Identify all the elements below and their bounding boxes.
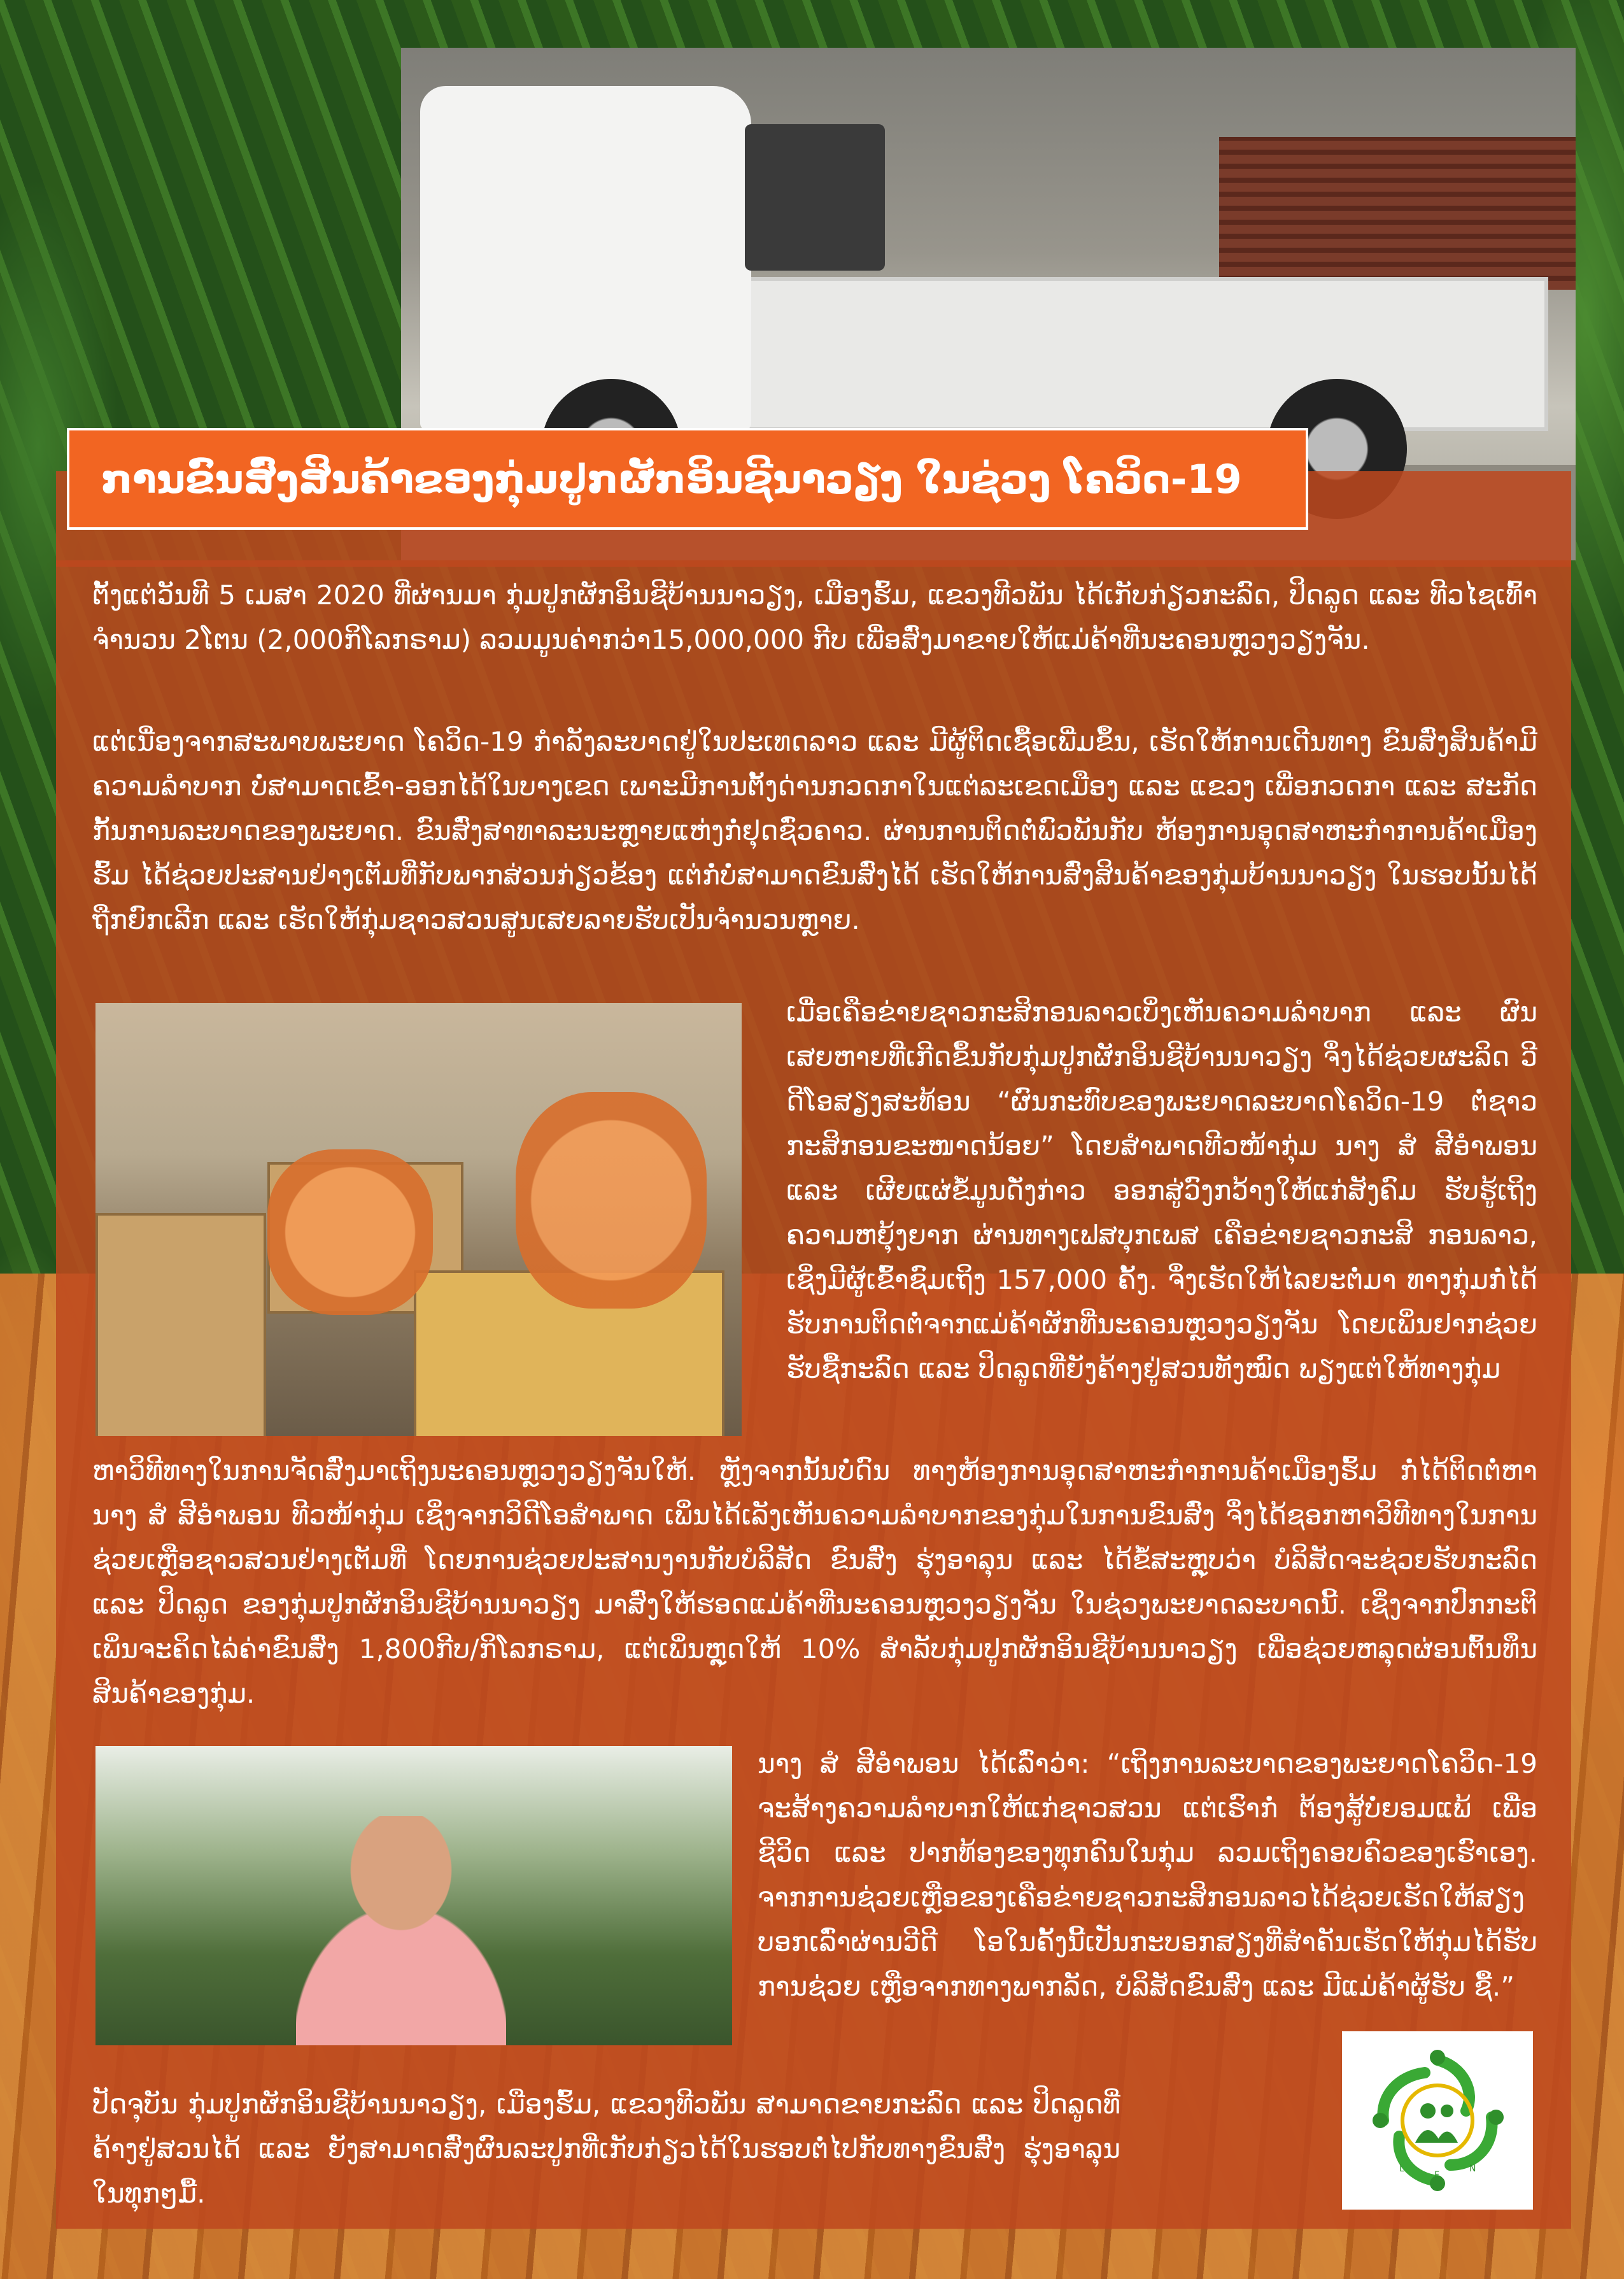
svg-text:N: N [1469,2164,1476,2174]
page-title: ການຂົນສົ່ງສິນຄ້າຂອງກຸ່ມປູກຜັກອິນຊີນາວຽງ ໃນຊ່ວງ ໂຄວິດ-19 [101,455,1242,502]
lfn-logo [1342,2031,1533,2210]
carrot-bag [516,1092,707,1309]
paragraph-intro: ຕັ້ງແຕ່ວັນທີ 5 ເມສາ 2020 ທີ່ຜ່ານມາ ກຸ່ມປູກຜັກອິນຊີບ້ານນາວຽງ, ເມືອງຮົ້ມ, ແຂວງທີວພັນ ໄດ້ເກັບກ່ຽວກະລົດ, ປິດລູດ ແລະ ທີວໄຊເທົ້າ ຈຳນວນ 2ໂຕນ (2,000ກິໂລກຣາມ) ລວມມູນຄ່າກວ່າ15,000,000 ກີບ ເພື່ອສົ່ງມາຂາຍໃຫ້ແມ່ຄ້າທີ່ນະຄອນຫຼວງວຽງຈັນ. [92,579,1537,655]
photo-carrot-bags [95,1003,742,1436]
person [296,1816,506,2045]
paragraph-covid-impact: ແຕ່ເນື່ອງຈາກສະພາບພະຍາດ ໂຄວິດ-19 ກຳລັງລະບາດຢູ່ໃນປະເທດລາວ ແລະ ມີຜູ້ຕິດເຊື້ອເພີ່ມຂຶ້ນ, ເຮັດໃຫ້ການເດີນທາງ ຂົນສົ່ງສິນຄ້າມີຄວາມລຳບາກ ບໍ່ສາມາດເຂົ້າ-ອອກໄດ້ໃນບາງເຂດ ເພາະມີການຕັ້ງດ່ານກວດກາໃນແຕ່ລະເຂດເມືອງ ແລະ ແຂວງ ເພື່ອກວດກາ ແລະ ສະກັດກັ້ນການລະບາດຂອງພະຍາດ. ຂົນສົ່ງສາທາລະນະຫຼາຍແຫ່ງກໍ່ຢຸດຊົ່ວຄາວ. ຜ່ານການຕິດຕໍ່ພົວພັນກັບ ຫ້ອງການອຸດສາຫະກຳການຄ້າເມືອງຮົ້ມ ໄດ້ຊ່ວຍປະສານຢ່າງເຕັມທີ່ກັບພາກສ່ວນກ່ຽວຂ້ອງ ແຕ່ກໍ່ບໍ່ສາມາດຂົນສົ່ງໄດ້ ເຮັດໃຫ້ການສົ່ງສິນຄ້າຂອງກຸ່ມບ້ານນາວຽງ ໃນຮອບນັ້ນໄດ້ຖືກຍົກເລີກ ແລະ ເຮັດໃຫ້ກຸ່ມຊາວສວນສູນເສຍລາຍຮັບເປັນຈຳນວນຫຼາຍ. [92,726,1537,935]
title-banner [67,428,1308,530]
cardboard-box [95,1213,266,1436]
building-roof [1219,137,1576,290]
photo-group-leader [95,1746,732,2045]
svg-text:F: F [1434,2170,1440,2180]
truck-cab [420,86,751,430]
lfn-logo-icon [1355,2041,1520,2200]
paragraph-conclusion: ປັດຈຸບັນ ກຸ່ມປູກຜັກອິນຊີບ້ານນາວຽງ, ເມືອງຮົ້ມ, ແຂວງທີວພັນ ສາມາດຂາຍກະລົດ ແລະ ປິດລູດທີ່ຄ້າງຢູ່ສວນໄດ້ ແລະ ຍັງສາມາດສົ່ງຜົນລະປູກທີ່ເກັບກ່ຽວໄດ້ໃນຮອບຕໍ່ໄປກັບທາງຂົນສົ່ງ ຮຸ່ງອາລຸນ ໃນທຸກໆມື້. [92,2089,1120,2209]
carrot-bag [267,1149,433,1315]
truck-bed [745,277,1548,431]
svg-text:L: L [1399,2164,1404,2174]
paragraph-transport: ຫາວິທີທາງໃນການຈັດສົ່ງມາເຖິງນະຄອນຫຼວງວຽງຈັນໃຫ້. ຫຼັງຈາກນັ້ນບໍ່ດົນ ທາງຫ້ອງການອຸດສາຫະກຳການຄ້າເມືອງຮົ້ມ ກໍ່ໄດ້ຕິດຕໍ່ຫາ ນາງ ສໍ ສີອຳພອນ ທີວໜ້າກຸ່ມ ເຊິ່ງຈາກວິດີໂອສຳພາດ ເພິ່ນໄດ້ເລັງເຫັນຄວາມລຳບາກຂອງກຸ່ມໃນການຂົນສົ່ງ ຈຶ່ງໄດ້ຊອກຫາວິທີທາງໃນການຊ່ວຍເຫຼືອຊາວສວນຢ່າງເຕັມທີ່ ໂດຍການຊ່ວຍປະສານງານກັບບໍລິສັດ ຂົນສົ່ງ ຮຸ່ງອາລຸນ ແລະ ໄດ້ຂໍ້ສະຫຼຸບວ່າ ບໍລິສັດຈະຊ່ວຍຮັບກະລົດ ແລະ ປິດລູດ ຂອງກຸ່ມປູກຜັກອິນຊີບ້ານນາວຽງ ມາສົ່ງໃຫ້ຮອດແມ່ຄ້າທີ່ນະຄອນຫຼວງວຽງຈັນ ໃນຊ່ວງພະຍາດລະບາດນີ້. ເຊິ່ງຈາກປົກກະຕິເພິ່ນຈະຄິດໄລ່ຄ່າຂົນສົ່ງ 1,800ກີບ/ກິໂລກຣາມ, ແຕ່ເພິ່ນຫຼຸດໃຫ້ 10% ສຳລັບກຸ່ມປູກຜັກອິນຊີບ້ານນາວຽງ ເພື່ອຊ່ວຍຫລຸດຜ່ອນຕົ້ນທຶນສິນຄ້າຂອງກຸ່ມ. [92,1455,1537,1709]
paragraph-network-help: ເມື່ອເຄືອຂ່າຍຊາວກະສິກອນລາວເບິ່ງເຫັນຄວາມລຳບາກ ແລະ ຜົນເສຍຫາຍທີ່ເກີດຂຶ້ນກັບກຸ່ມປູກຜັກອິນຊີບ້ານນາວຽງ ຈຶ່ງໄດ້ຊ່ວຍຜະລິດ ວີດີໂອສຽງສະທ້ອນ “ຜົນກະທົບຂອງພະຍາດລະບາດໂຄວິດ-19 ຕໍ່ຊາວກະສິກອນຂະໜາດນ້ອຍ” ໂດຍສຳພາດທີວໜ້າກຸ່ມ ນາງ ສໍ ສີອຳພອນ ແລະ ເຜີຍແຜ່ຂໍ້ມູນດັ່ງກ່າວ ອອກສູ່ວົງກວ້າງໃຫ້ແກ່ສັງຄົມ ຮັບຮູ້ເຖິງຄວາມຫຍຸ້ງຍາກ ຜ່ານທາງເຟສບຸກເພສ ເຄືອຂ່າຍຊາວກະສິ ກອນລາວ, ເຊິ່ງມີຜູ້ເຂົ້າຊົມເຖິງ 157,000 ຄັ້ງ. ຈຶ່ງເຮັດໃຫ້ໄລຍະຕໍ່ມາ ທາງກຸ່ມກໍ່ໄດ້ຮັບການຕິດຕໍ່ຈາກແມ່ຄ້າຜັກທີ່ນະຄອນຫຼວງວຽງຈັນ ໂດຍເພິ່ນຢາກຊ່ວຍຮັບຊື້ກະລົດ ແລະ ປິດລູດທີ່ຍັງຄ້າງຢູ່ສວນທັງໝົດ ພຽງແຕ່ໃຫ້ທາງກຸ່ມ [786,997,1537,1384]
truck-window [745,124,885,271]
paragraph-quote: ນາງ ສໍ ສີອຳພອນ ໄດ້ເລົ່າວ່າ: “ເຖິງການລະບາດຂອງພະຍາດໂຄວິດ-19 ຈະສ້າງຄວາມລຳບາກໃຫ້ແກ່ຊາວສວນ ແຕ່ເຮົາກໍ່ ຕ້ອງສູ້ບໍ່ຍອມແພ້ ເພື່ອຊີວິດ ແລະ ປາກທ້ອງຂອງທຸກຄົນໃນກຸ່ມ ລວມເຖິງຄອບຄົວຂອງເຮົາເອງ. ຈາກການຊ່ວຍເຫຼືອຂອງເຄືອຂ່າຍຊາວກະສິກອນລາວໄດ້ຊ່ວຍເຮັດໃຫ້ສຽງບອກເລົ່າຜ່ານວີດີ ໂອໃນຄັ້ງນີ້ເປັນກະບອກສຽງທີ່ສຳຄັນເຮັດໃຫ້ກຸ່ມໄດ້ຮັບການຊ່ວຍ ເຫຼືອຈາກທາງພາກລັດ, ບໍລິສັດຂົນສົ່ງ ແລະ ມີແມ່ຄ້າຜູ້ຮັບ ຊື້.” [758,1748,1537,2002]
